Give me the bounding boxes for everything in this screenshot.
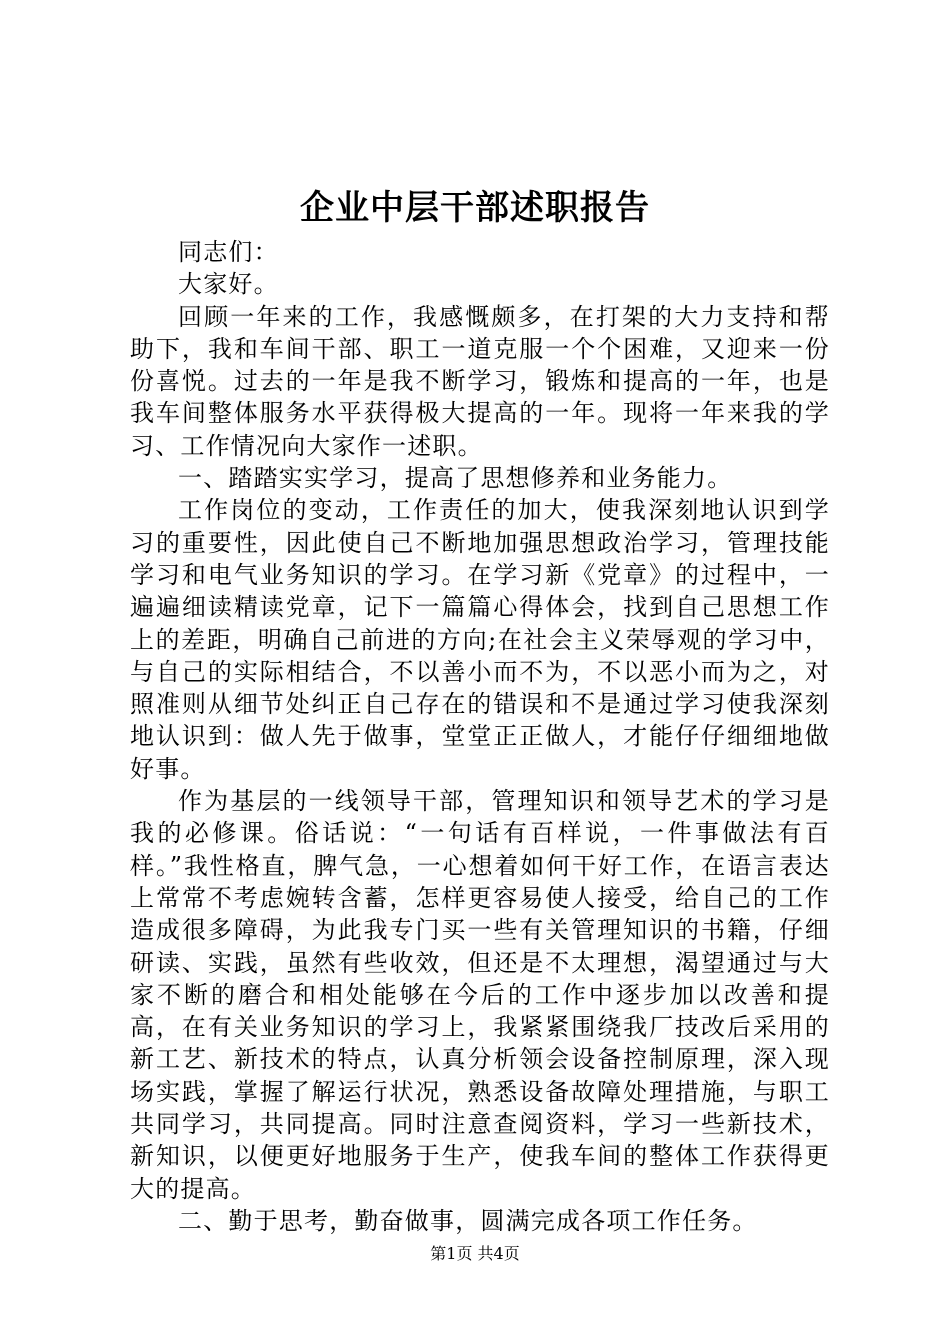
section-heading-1: 一、踏踏实实学习，提高了思想修养和业务能力。 [178, 464, 733, 493]
salutation: 同志们： [178, 238, 279, 266]
paragraph-intro: 回顾一年来的工作，我感慨颇多，在打架的大力支持和帮助下，我和车间干部、职工一道克服一个个困难，又迎来一份份喜悦。过去的一年是我不断学习，锻炼和提高的一年，也是我车间整体服务水平获得极大提高的一年。现将一年来我的学习、工作情况向大家作一述职。 [130, 302, 830, 460]
page-footer: 第1页 共4页 [430, 1244, 520, 1263]
paragraph-study: 工作岗位的变动，工作责任的加大，使我深刻地认识到学习的重要性，因此使自己不断地加强思想政治学习，管理技能学习和电气业务知识的学习。在学习新《党章》的过程中，一遍遍细读精读党章，记下一篇篇心得体会，找到自己思想工作上的差距，明确自己前进的方向;在社会主义荣辱观的学习中，与自己的实际相结合，不以善小而不为，不以恶小而为之，对照准则从细节处纠正自己存在的错误和不是通过学习使我深刻地认识到：做人先于做事，堂堂正正做人，才能仔仔细细地做好事。 [130, 496, 830, 783]
paragraph-management: 作为基层的一线领导干部，管理知识和领导艺术的学习是我的必修课。俗话说：“一句话有百样说，一件事做法有百样。”我性格直，脾气急，一心想着如何干好工作，在语言表达上常常不考虑婉转含蓄，怎样更容易使人接受，给自己的工作造成很多障碍，为此我专门买一些有关管理知识的书籍，仔细研读、实践，虽然有些收效，但还是不太理想，渴望通过与大家不断的磨合和相处能够在今后的工作中逐步加以改善和提高，在有关业务知识的学习上，我紧紧围绕我厂技改后采用的新工艺、新技术的特点，认真分析领会设备控制原理，深入现场实践，掌握了解运行状况，熟悉设备故障处理措施，与职工共同学习，共同提高。同时注意查阅资料，学习一些新技术，新知识，以便更好地服务于生产，使我车间的整体工作获得更大的提高。 [130, 787, 830, 1203]
document-body [130, 236, 830, 1237]
section-heading-2: 二、勤于思考，勤奋做事，圆满完成各项工作任务。 [178, 1206, 758, 1235]
document-title: 企业中层干部述职报告 [300, 188, 650, 228]
greeting: 大家好。 [178, 270, 279, 299]
